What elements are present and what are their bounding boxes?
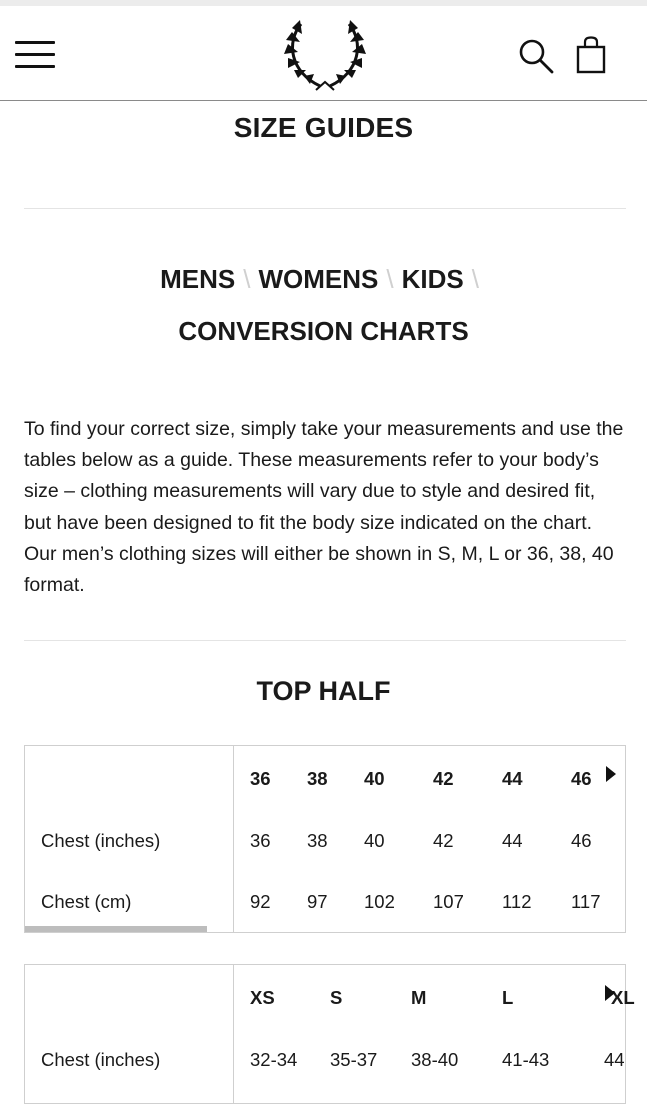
table-cell: 102 [364, 891, 395, 912]
column-header: 42 [433, 768, 454, 789]
table-cell: 35-37 [330, 1049, 378, 1070]
nav-link-kids[interactable]: KIDS [401, 264, 464, 294]
row-label-column [25, 965, 234, 1103]
column-header: XS [250, 987, 275, 1008]
scroll-right-arrow-icon[interactable] [606, 766, 616, 782]
hamburger-menu-icon[interactable] [15, 41, 55, 69]
table-cell: 40 [364, 830, 385, 851]
table-cell: 38-40 [411, 1049, 459, 1070]
section-title-top-half: TOP HALF [256, 676, 391, 706]
row-label: Chest (cm) [41, 891, 132, 912]
table-cell: 117 [571, 891, 601, 912]
column-header: 38 [307, 768, 328, 789]
nav-separator: \ [386, 264, 394, 294]
column-header: 36 [250, 768, 271, 789]
column-header: 44 [502, 768, 523, 789]
nav-separator: \ [243, 264, 251, 294]
table-cell: 32-34 [250, 1049, 298, 1070]
table-cell: 38 [307, 830, 328, 851]
size-guide-nav [0, 264, 647, 295]
table-cell: 44 [604, 1049, 625, 1070]
horizontal-scrollbar[interactable] [25, 926, 207, 932]
intro-paragraph: To find your correct size, simply take your measurements and use the tables below as a guide. These measurements refer to your body’s size – clothing measurements will vary due to style and desired fit, but have been designed to fit the body size indicated on the chart. Our men’s clothing sizes will either be shown in S, M, L or 36, 38, 40 format. [24, 418, 624, 597]
table-cell: 44 [502, 830, 523, 851]
nav-link-mens[interactable]: MENS [160, 264, 236, 294]
nav-separator: \ [471, 264, 479, 294]
laurel-wreath-logo[interactable] [280, 12, 370, 92]
size-table-letter[interactable] [24, 964, 635, 1104]
table-cell: 92 [250, 891, 271, 912]
size-table-numeric[interactable] [24, 745, 626, 933]
column-header: M [411, 987, 427, 1008]
column-header: L [502, 987, 514, 1008]
table-cell: 41-43 [502, 1049, 550, 1070]
table-cell: 112 [502, 891, 532, 912]
row-label: Chest (inches) [41, 1049, 161, 1070]
table-cell: 97 [307, 891, 328, 912]
site-header [0, 6, 647, 101]
nav-link-womens[interactable]: WOMENS [258, 264, 379, 294]
row-label: Chest (inches) [41, 830, 161, 851]
table-cell: 36 [250, 830, 271, 851]
table-cell: 46 [571, 830, 592, 851]
table-cell: 107 [433, 891, 464, 912]
table-cell: 42 [433, 830, 454, 851]
column-header: 46 [571, 768, 592, 789]
shopping-bag-icon[interactable] [575, 36, 607, 74]
divider [24, 640, 626, 641]
column-header: S [330, 987, 343, 1008]
page-title: SIZE GUIDES [233, 112, 414, 143]
column-header: XL [611, 987, 635, 1008]
nav-link-conversion-charts[interactable]: CONVERSION CHARTS [178, 316, 469, 346]
scroll-right-arrow-icon[interactable] [605, 985, 615, 1001]
search-icon[interactable] [518, 38, 554, 74]
divider [24, 208, 626, 209]
column-header: 40 [364, 768, 385, 789]
size-guide-nav-row-2 [0, 316, 647, 347]
